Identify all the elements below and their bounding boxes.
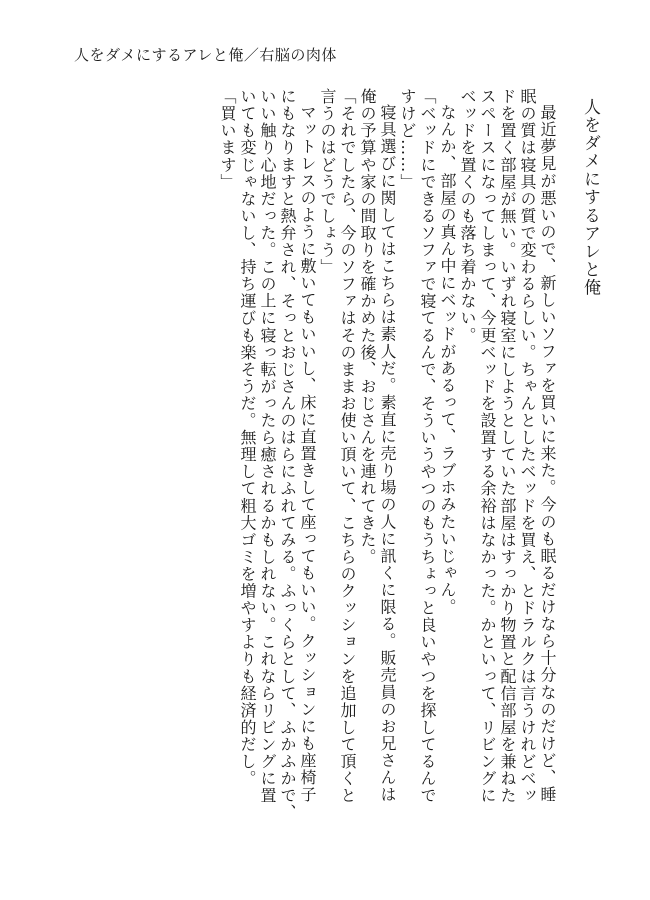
text-line: いても変じゃないし、持ち運びも楽そうだ。無理して粗大ゴミを増やすよりも経済的だし。 <box>238 88 257 788</box>
text-line: ベッドを置くのも落ち着かない。 <box>458 88 477 344</box>
text-line: マットレスのように敷いてもいいし、床に直置きして座ってもいい。クッションにも座椅子 <box>298 104 317 804</box>
body-text <box>92 88 600 868</box>
text-line: なんか、部屋の真ん中にベッドがあるって、ラブホみたいじゃん。 <box>438 104 457 616</box>
text-line: にもなりますと熱弁され、そっとおじさんのはらにふれてみる。ふっくらとして、ふかふかで、 <box>278 88 297 822</box>
text-line: 「それでしたら、今のソファはそのままお使い頂いて、こちらのクッションを追加して頂くと <box>338 88 357 805</box>
text-line: 「ベッドにできるソファで寝てるんで、そういうやつのもうちょっと良いやつを探してるんで <box>418 88 437 805</box>
text-line: いい触り心地だった。この上に寝っ転がったら癒されるかもしれない。これならリビングに置 <box>258 88 277 805</box>
text-line: 眠の質は寝具の質で変わるらしい。ちゃんとしたベッドを買え、とドラルクは言うけれどベッ <box>518 88 537 805</box>
text-line: 最近夢見が悪いので、新しいソファを買いに来た。今のも眠るだけなら十分なのだけど、睡 <box>538 104 557 804</box>
running-head: 人をダメにするアレと俺／右脳の肉体 <box>74 46 337 64</box>
text-line: すけど……」 <box>398 88 417 191</box>
text-line: 「買います」 <box>218 88 237 191</box>
text-line: スペースになってしまって、今更ベッドを設置する余裕はなかった。かといって、リビングに <box>478 88 497 805</box>
text-line: ドを置く部屋が無い。いずれ寝室にしようとしていた部屋はすっかり物置と配信部屋を兼ねた <box>498 88 517 805</box>
text-line: 俺の予算や家の間取りを確かめた後、おじさんを連れてきた。 <box>358 88 377 566</box>
text-line: 寝具選びに関してはこちらは素人だ。素直に売り場の人に訊くに限る。販売員のお兄さんは <box>378 104 397 804</box>
text-line: 言うのはどうでしょう」 <box>318 88 337 276</box>
chapter-title: 人をダメにするアレと俺 <box>580 98 600 297</box>
